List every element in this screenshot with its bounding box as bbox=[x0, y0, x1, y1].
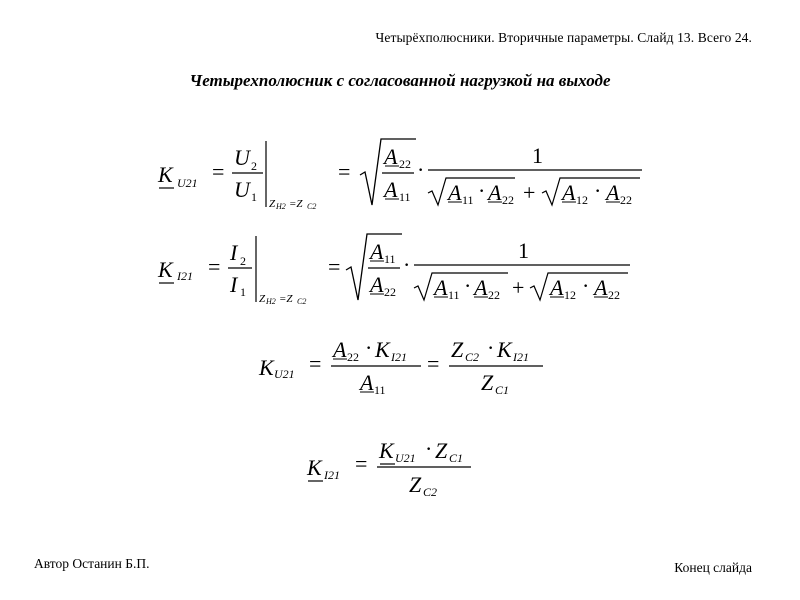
condition bbox=[269, 198, 316, 211]
svg-text:H2: H2 bbox=[266, 297, 276, 306]
svg-text:A: A bbox=[370, 239, 384, 264]
condition bbox=[259, 293, 306, 306]
svg-text:A: A bbox=[594, 275, 608, 300]
svg-text:Z: Z bbox=[269, 198, 276, 210]
lhs-symbol: K bbox=[158, 162, 173, 187]
author-label: Автор Останин Б.П. bbox=[34, 556, 150, 571]
svg-text:I: I bbox=[230, 272, 238, 297]
svg-text:Z: Z bbox=[451, 337, 464, 362]
numerator-one: 1 bbox=[532, 143, 543, 168]
slide-title: Четырехполюсник с согласованной нагрузкой на выходе bbox=[189, 71, 611, 90]
svg-text:I21: I21 bbox=[324, 468, 340, 482]
svg-text:=: = bbox=[427, 351, 440, 376]
svg-text:12: 12 bbox=[564, 288, 576, 302]
svg-text:1: 1 bbox=[518, 238, 529, 263]
svg-text:=Z: =Z bbox=[289, 198, 303, 210]
svg-text:A: A bbox=[488, 180, 502, 205]
svg-text:·: · bbox=[464, 273, 472, 298]
svg-text:A: A bbox=[384, 177, 398, 202]
svg-text:12: 12 bbox=[576, 193, 588, 207]
svg-text:K: K bbox=[158, 257, 173, 282]
svg-text:A: A bbox=[550, 275, 564, 300]
svg-text:1: 1 bbox=[251, 190, 257, 204]
svg-text:Z: Z bbox=[435, 438, 448, 463]
svg-text:+: + bbox=[523, 180, 536, 205]
svg-text:K: K bbox=[497, 337, 512, 362]
denominator-u1: U bbox=[234, 177, 250, 202]
formula-ku21-relation bbox=[255, 330, 555, 405]
equals-sign-2: = bbox=[338, 159, 351, 184]
svg-text:1: 1 bbox=[240, 285, 246, 299]
svg-text:·: · bbox=[594, 178, 602, 203]
svg-text:=: = bbox=[309, 351, 322, 376]
svg-text:A: A bbox=[562, 180, 576, 205]
svg-text:=Z: =Z bbox=[279, 293, 293, 305]
svg-text:11: 11 bbox=[399, 190, 411, 204]
svg-text:C2: C2 bbox=[297, 297, 307, 306]
svg-text:·: · bbox=[478, 178, 486, 203]
svg-text:·: · bbox=[365, 335, 373, 360]
svg-text:·: · bbox=[425, 436, 433, 461]
svg-text:A: A bbox=[448, 180, 462, 205]
slide-header: Четырёхполюсники. Вторичные параметры. Слайд 13. Всего 24. bbox=[375, 30, 752, 45]
svg-text:22: 22 bbox=[488, 288, 500, 302]
formula-ki21-full bbox=[150, 230, 650, 310]
svg-text:22: 22 bbox=[502, 193, 514, 207]
svg-text:C2: C2 bbox=[465, 350, 480, 364]
svg-text:I21: I21 bbox=[391, 350, 407, 364]
svg-text:·: · bbox=[487, 335, 495, 360]
svg-text:22: 22 bbox=[620, 193, 632, 207]
svg-text:A: A bbox=[434, 275, 448, 300]
svg-text:C1: C1 bbox=[495, 383, 510, 397]
numerator-u2: U bbox=[234, 145, 250, 170]
svg-text:11: 11 bbox=[384, 252, 396, 266]
svg-text:22: 22 bbox=[347, 350, 359, 364]
svg-text:A: A bbox=[370, 272, 384, 297]
svg-text:A: A bbox=[606, 180, 620, 205]
svg-text:U21: U21 bbox=[274, 367, 295, 381]
svg-text:22: 22 bbox=[399, 157, 411, 171]
dot-operator: · bbox=[417, 157, 425, 182]
svg-text:C2: C2 bbox=[423, 485, 438, 499]
svg-text:=: = bbox=[328, 254, 341, 279]
formula-ki21-relation bbox=[305, 432, 485, 507]
svg-text:11: 11 bbox=[448, 288, 460, 302]
equals-sign: = bbox=[212, 159, 225, 184]
svg-text:K: K bbox=[379, 438, 394, 463]
svg-text:C1: C1 bbox=[449, 451, 464, 465]
svg-text:A: A bbox=[333, 337, 347, 362]
svg-text:=: = bbox=[208, 254, 221, 279]
svg-text:+: + bbox=[512, 275, 525, 300]
svg-text:I21: I21 bbox=[177, 269, 193, 283]
svg-text:A: A bbox=[360, 370, 374, 395]
formula-ku21-full bbox=[150, 135, 660, 215]
svg-text:Z: Z bbox=[409, 472, 422, 497]
end-of-slide-label: Конец слайда bbox=[674, 560, 752, 575]
svg-text:A: A bbox=[384, 144, 398, 169]
svg-text:11: 11 bbox=[374, 383, 386, 397]
svg-text:U21: U21 bbox=[395, 451, 416, 465]
svg-text:C2: C2 bbox=[307, 202, 317, 211]
lhs-subscript: U21 bbox=[177, 176, 198, 190]
svg-text:K: K bbox=[259, 355, 274, 380]
svg-text:K: K bbox=[375, 337, 390, 362]
svg-text:I: I bbox=[230, 240, 238, 265]
svg-text:Z: Z bbox=[259, 293, 266, 305]
svg-text:22: 22 bbox=[384, 285, 396, 299]
svg-text:22: 22 bbox=[608, 288, 620, 302]
svg-text:·: · bbox=[403, 252, 411, 277]
svg-text:2: 2 bbox=[251, 159, 257, 173]
svg-text:=: = bbox=[355, 451, 368, 476]
svg-text:K: K bbox=[307, 455, 322, 480]
svg-text:Z: Z bbox=[481, 370, 494, 395]
svg-text:2: 2 bbox=[240, 254, 246, 268]
svg-text:H2: H2 bbox=[276, 202, 286, 211]
svg-text:11: 11 bbox=[462, 193, 474, 207]
svg-text:·: · bbox=[582, 273, 590, 298]
svg-text:A: A bbox=[474, 275, 488, 300]
svg-text:I21: I21 bbox=[513, 350, 529, 364]
